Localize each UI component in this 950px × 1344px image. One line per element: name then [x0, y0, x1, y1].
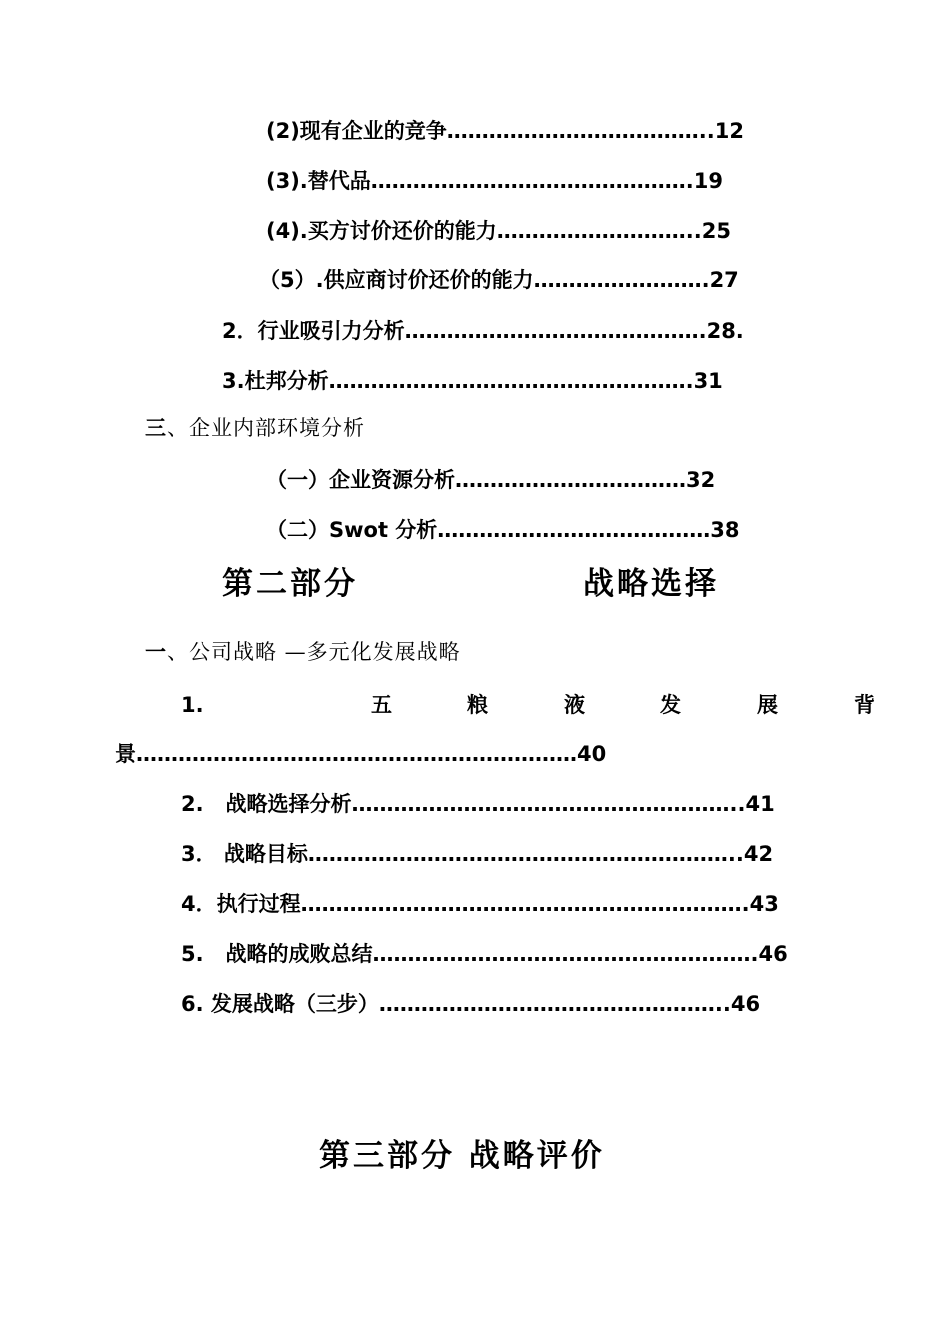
section-number: 一	[145, 640, 167, 664]
toc-entry-substitutes[interactable]: (3).替代品……………………………………….19	[266, 169, 723, 193]
toc-entry-strategy-choice[interactable]: 2. 战略选择分析………………………………………………..41	[181, 792, 775, 816]
part-two-title-left: 第二部分	[222, 566, 358, 602]
toc-entry-resource-analysis[interactable]: （一）企业资源分析……………………………32	[266, 468, 716, 492]
toc-entry-strategy-goals[interactable]: 3． 战略目标……………………………………………………..42	[181, 842, 774, 866]
entry-char: 背	[854, 693, 875, 717]
toc-section-internal-environment[interactable]	[145, 414, 365, 442]
part-three-title: 第三部分 战略评价	[319, 1138, 605, 1174]
entry-number: 1.	[181, 693, 204, 717]
toc-entry-existing-competition[interactable]: (2)现有企业的竞争………………………………..12	[266, 119, 744, 143]
entry-char: 粮	[467, 693, 488, 717]
toc-section-corporate-strategy[interactable]	[145, 638, 461, 666]
toc-entry-execution[interactable]: 4．执行过程……………………………………………………….43	[181, 892, 779, 916]
toc-entry-buyer-power[interactable]: (4).买方讨价还价的能力………………………..25	[266, 219, 731, 243]
toc-entry-development-strategy[interactable]: 6. 发展战略（三步）…………………………………………..46	[181, 992, 761, 1016]
section-title: 、公司战略 —多元化发展战略	[167, 640, 461, 664]
section-number: 三	[145, 416, 167, 440]
toc-entry-dupont-analysis[interactable]: 3.杜邦分析…………………………………………….31	[222, 369, 723, 393]
entry-continuation: 景………………………………………………………40	[115, 742, 607, 766]
entry-char: 五	[371, 693, 392, 717]
entry-char: 液	[564, 693, 585, 717]
toc-entry-success-summary[interactable]: 5. 战略的成败总结……………………………………………….46	[181, 942, 788, 966]
section-title: 、企业内部环境分析	[167, 416, 365, 440]
entry-char: 发	[660, 693, 681, 717]
toc-entry-swot-analysis[interactable]: （二）Swot 分析…………………………………38	[266, 518, 740, 542]
entry-char: 展	[757, 693, 778, 717]
toc-entry-supplier-power[interactable]: （5）.供应商讨价还价的能力…………………….27	[259, 268, 739, 292]
toc-entry-industry-attractiveness[interactable]: 2．行业吸引力分析…………………………………….28.	[222, 319, 744, 343]
part-two-title-right: 战略选择	[583, 566, 719, 602]
